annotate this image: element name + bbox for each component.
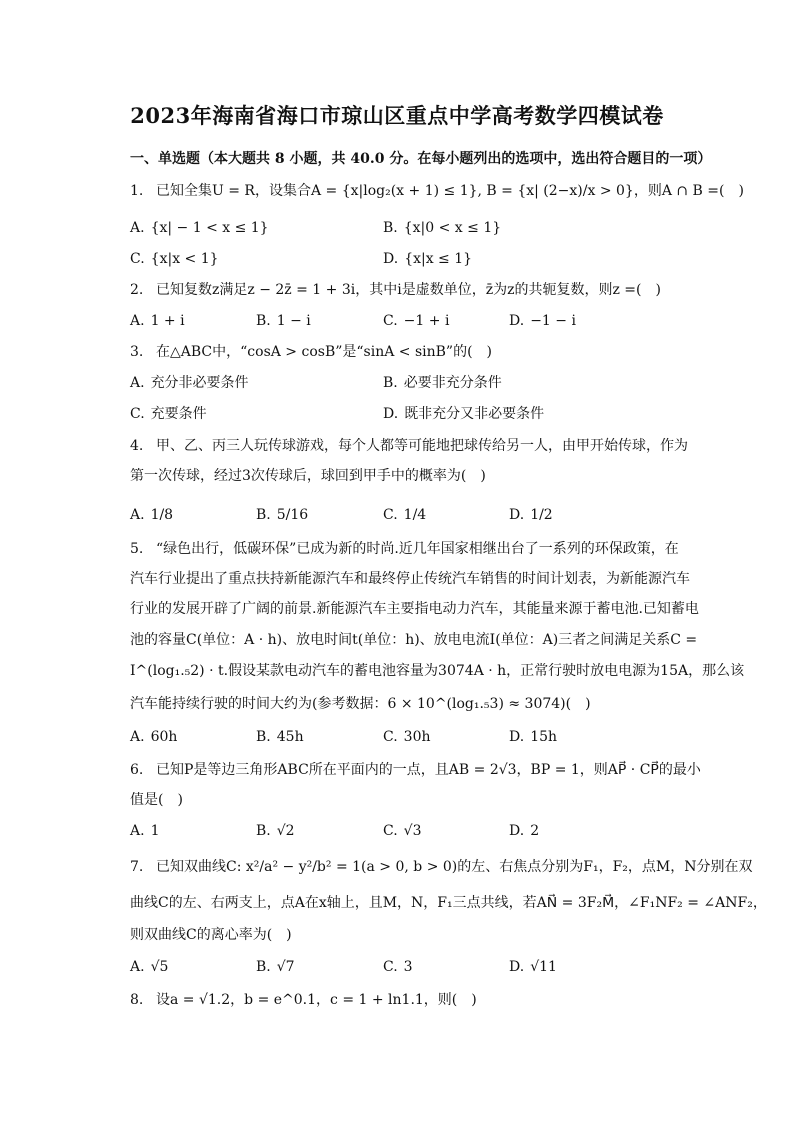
question-2-option-c: C. −1 + i (383, 313, 450, 329)
question-5-option-c: C. 30h (383, 729, 431, 745)
question-3-option-a: A. 充分非必要条件 (130, 375, 249, 391)
question-6-option-b: B. √2 (256, 823, 295, 839)
question-7-line-2: 曲线C的左、右两支上，点A在x轴上，且M，N，F₁三点共线，若AN⃗ = 3F₂M⃗，∠F₁NF₂ = ∠ANF₂， (130, 895, 767, 911)
question-3-option-b: B. 必要非充分条件 (383, 375, 502, 391)
question-number: 8. (130, 992, 144, 1008)
question-5-line-2: 汽车行业提出了重点扶持新能源汽车和最终停止传统汽车销售的时间计划表，为新能源汽车 (130, 571, 690, 587)
question-text: 已知双曲线C: x²/a² − y²/b² = 1(a > 0, b > 0)的左、右焦点分别为F₁，F₂，点M，N分别在双 (156, 859, 753, 875)
question-4 (130, 436, 690, 456)
question-2-option-d: D. −1 − i (509, 313, 576, 329)
question-7 (130, 857, 753, 877)
question-5-line-3: 行业的发展开辟了广阔的前景.新能源汽车主要指电动力汽车，其能量来源于蓄电池.已知蓄电 (130, 601, 699, 617)
question-text: 已知复数z满足z − 2z̄ = 1 + 3i，其中i是虚数单位，z̄为z的共轭复数，则z =( ) (156, 282, 661, 298)
question-text: 已知全集U = R，设集合A = {x|log₂(x + 1) ≤ 1}, B = {x| (2−x)/x > 0}，则A ∩ B =( ) (156, 183, 744, 199)
question-6 (130, 760, 701, 780)
question-1-option-b: B. {x|0 < x ≤ 1} (383, 220, 502, 236)
question-1-option-c: C. {x|x < 1} (130, 251, 219, 267)
question-number: 5. (130, 541, 144, 557)
question-5-line-4: 池的容量C(单位：A · h)、放电时间t(单位：h)、放电电流I(单位：A)三者之间满足关系C = (130, 632, 698, 648)
question-3 (130, 342, 690, 362)
question-5-line-6: 汽车能持续行驶的时间大约为(参考数据：6 × 10^(log₁.₅3) ≈ 3074)( ) (130, 696, 591, 712)
question-6-option-c: C. √3 (383, 823, 422, 839)
question-6-option-a: A. 1 (130, 823, 160, 839)
question-7-line-3: 则双曲线C的离心率为( ) (130, 927, 292, 943)
question-2-option-a: A. 1 + i (130, 313, 185, 329)
question-3-option-c: C. 充要条件 (130, 406, 207, 422)
question-5-option-d: D. 15h (509, 729, 558, 745)
question-7-option-d: D. √11 (509, 959, 557, 975)
question-8 (130, 990, 690, 1010)
question-5-option-b: B. 45h (256, 729, 304, 745)
page-title: 2023年海南省海口市琼山区重点中学高考数学四模试卷 (130, 103, 664, 128)
question-text: 甲、乙、丙三人玩传球游戏，每个人都等可能地把球传给另一人，由甲开始传球，作为 (156, 438, 688, 454)
question-4-option-a: A. 1/8 (130, 507, 174, 523)
question-7-option-a: A. √5 (130, 959, 169, 975)
question-number: 1. (130, 183, 144, 199)
question-4-line-2: 第一次传球，经过3次传球后，球回到甲手中的概率为( ) (130, 468, 486, 484)
question-3-option-d: D. 既非充分又非必要条件 (383, 406, 545, 422)
question-1-option-d: D. {x|x ≤ 1} (383, 251, 473, 267)
question-2-option-b: B. 1 − i (256, 313, 311, 329)
question-2 (130, 280, 690, 300)
question-5-option-a: A. 60h (130, 729, 178, 745)
question-number: 7. (130, 859, 144, 875)
question-4-option-b: B. 5/16 (256, 507, 309, 523)
question-7-option-c: C. 3 (383, 959, 413, 975)
question-number: 4. (130, 438, 144, 454)
question-6-option-d: D. 2 (509, 823, 540, 839)
question-6-line-2: 值是( ) (130, 792, 183, 808)
question-1 (130, 181, 744, 201)
question-5 (130, 539, 690, 559)
question-5-line-5: I^(log₁.₅2) · t.假设某款电动汽车的蓄电池容量为3074A · h，正常行驶时放电电源为15A，那么该 (130, 663, 745, 679)
question-number: 6. (130, 762, 144, 778)
question-text: “绿色出行，低碳环保”已成为新的时尚.近几年国家相继出台了一系列的环保政策，在 (156, 541, 679, 557)
question-number: 3. (130, 344, 144, 360)
question-4-option-d: D. 1/2 (509, 507, 553, 523)
question-4-option-c: C. 1/4 (383, 507, 427, 523)
question-text: 设a = √1.2，b = e^0.1，c = 1 + ln1.1，则( ) (156, 992, 477, 1008)
question-number: 2. (130, 282, 144, 298)
question-1-option-a: A. {x| − 1 < x ≤ 1} (130, 220, 269, 236)
question-text: 在△ABC中，“cosA > cosB”是“sinA < sinB”的( ) (156, 344, 493, 360)
section-heading: 一、单选题（本大题共 8 小题，共 40.0 分。在每小题列出的选项中，选出符合题目的一项） (130, 151, 712, 167)
question-7-option-b: B. √7 (256, 959, 295, 975)
question-text: 已知P是等边三角形ABC所在平面内的一点，且AB = 2√3，BP = 1，则AP⃗ · CP⃗的最小 (156, 762, 701, 778)
